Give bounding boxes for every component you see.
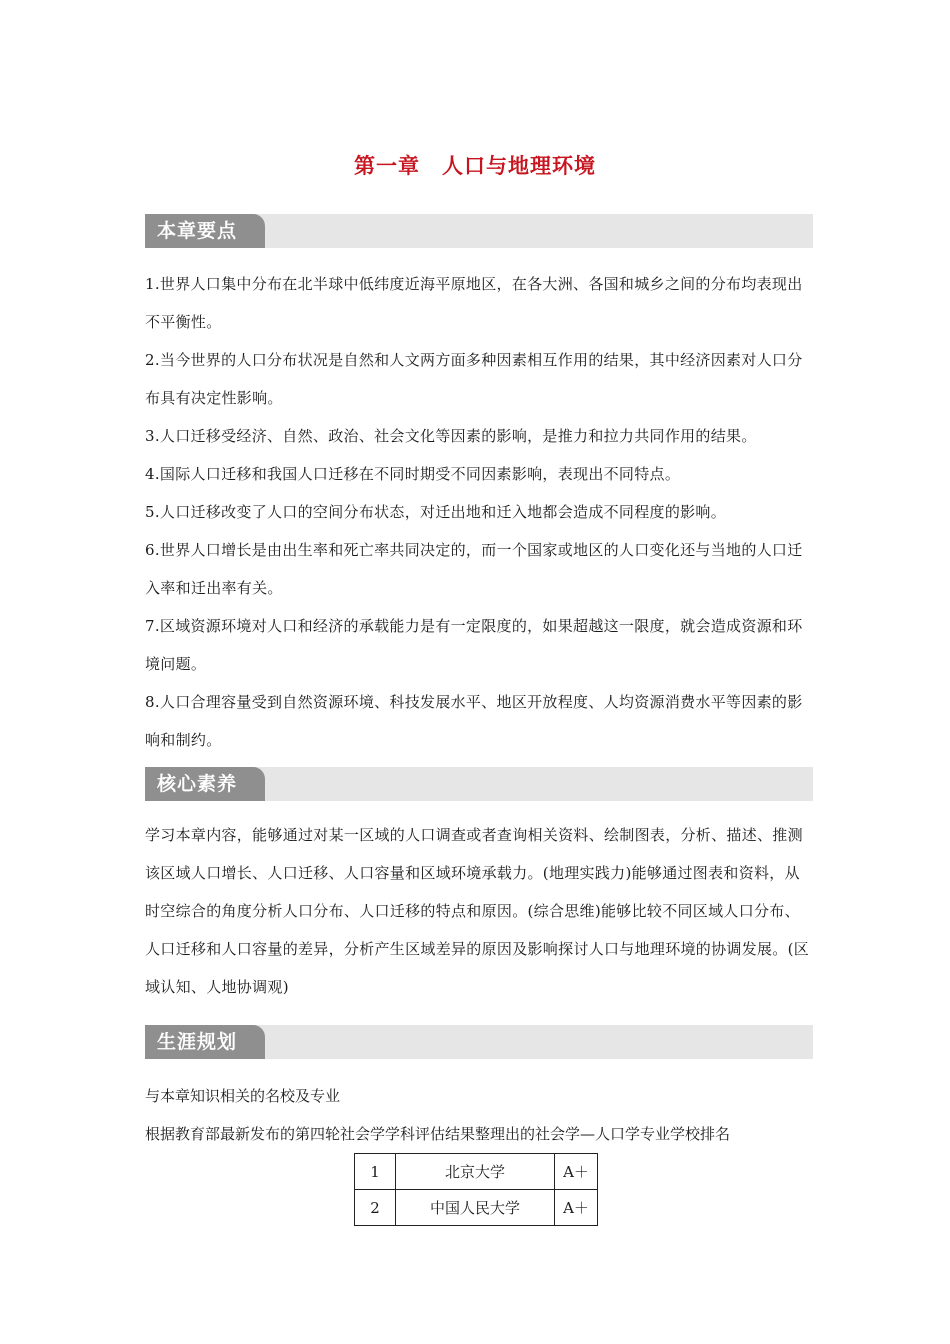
grade-cell: A＋: [555, 1154, 598, 1190]
section-heading-key-points: 本章要点: [145, 214, 265, 248]
section-header-core-literacy: [145, 767, 813, 801]
grade-cell: A＋: [555, 1190, 598, 1226]
section-header-career: [145, 1025, 813, 1059]
key-point-item: 8.人口合理容量受到自然资源环境、科技发展水平、地区开放程度、人均资源消费水平等因素的影响和制约。: [145, 693, 803, 749]
key-point-item: 1.世界人口集中分布在北半球中低纬度近海平原地区，在各大洲、各国和城乡之间的分布均表现出不平衡性。: [145, 275, 803, 331]
school-cell: 中国人民大学: [396, 1190, 555, 1226]
school-cell: 北京大学: [396, 1154, 555, 1190]
career-intro: 与本章知识相关的名校及专业: [145, 1087, 341, 1105]
rank-cell: 1: [355, 1154, 396, 1190]
table-row: [355, 1190, 598, 1226]
section-header-key-points: [145, 214, 813, 248]
key-point-item: 2.当今世界的人口分布状况是自然和人文两方面多种因素相互作用的结果，其中经济因素对人口分布具有决定性影响。: [145, 351, 803, 407]
table-row: [355, 1154, 598, 1190]
rank-cell: 2: [355, 1190, 396, 1226]
core-literacy-paragraph: [145, 816, 815, 1006]
section-heading-career: 生涯规划: [145, 1025, 265, 1059]
key-point-item: 5.人口迁移改变了人口的空间分布状态，对迁出地和迁入地都会造成不同程度的影响。: [145, 503, 727, 521]
ranking-table: [354, 1153, 598, 1226]
career-ranking-note: 根据教育部最新发布的第四轮社会学学科评估结果整理出的社会学—人口学专业学校排名: [145, 1125, 731, 1143]
key-point-item: 7.区域资源环境对人口和经济的承载能力是有一定限度的，如果超越这一限度，就会造成资源和环境问题。: [145, 617, 803, 673]
key-point-item: 3.人口迁移受经济、自然、政治、社会文化等因素的影响，是推力和拉力共同作用的结果。: [145, 427, 757, 445]
section-heading-core-literacy: 核心素养: [145, 767, 265, 801]
key-point-item: 6.世界人口增长是由出生率和死亡率共同决定的，而一个国家或地区的人口变化还与当地的人口迁入率和迁出率有关。: [145, 541, 803, 597]
chapter-title: 第一章 人口与地理环境: [354, 154, 596, 178]
key-points-list: [145, 265, 815, 759]
key-point-item: 4.国际人口迁移和我国人口迁移在不同时期受不同因素影响，表现出不同特点。: [145, 465, 681, 483]
core-literacy-text: 学习本章内容，能够通过对某一区域的人口调查或者查询相关资料、绘制图表，分析、描述、推测该区域人口增长、人口迁移、人口容量和区域环境承载力。(地理实践力)能够通过图表和资料，从时空综合的角度分析人口分布、人口迁移的特点和原因。(综合思维)能够比较不同区域人口分布、人口迁移和人口容量的差异，分析产生区域差异的原因及影响探讨人口与地理环境的协调发展。(区域认知、人地协调观): [145, 826, 810, 996]
